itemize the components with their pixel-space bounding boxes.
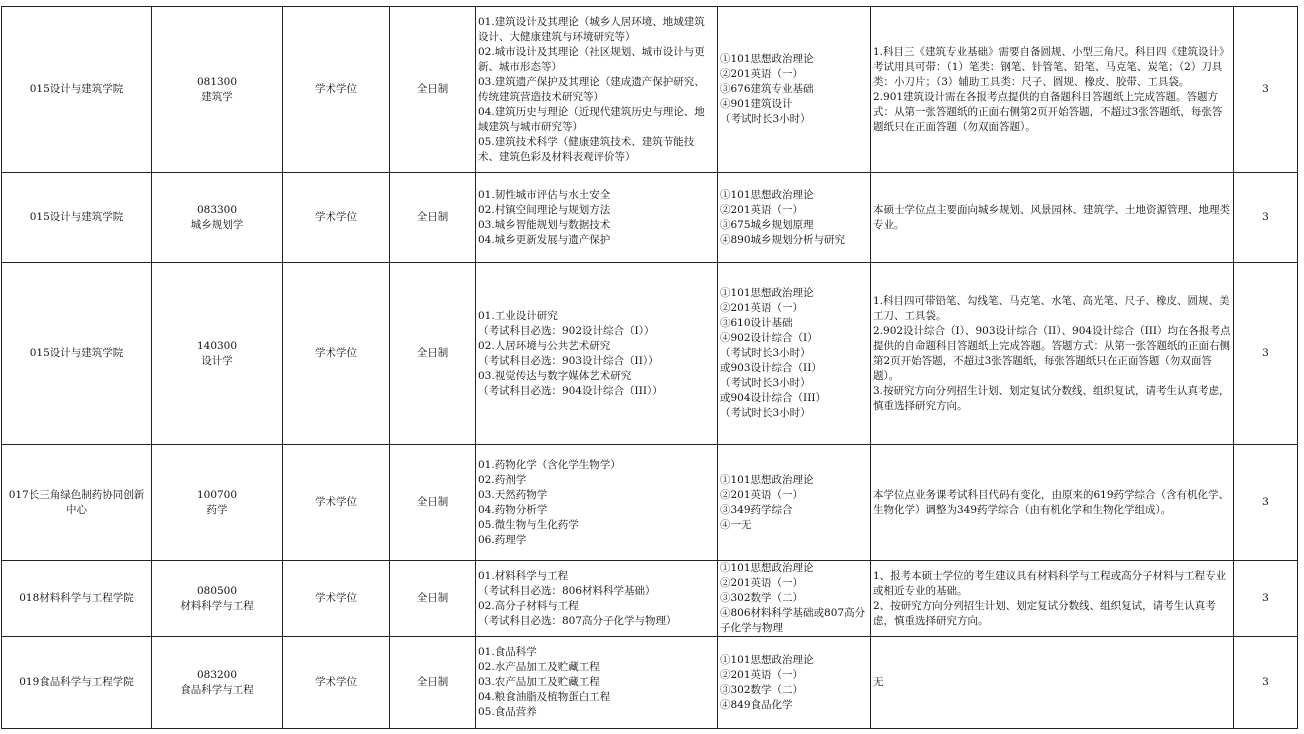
degree-type-cell: 学术学位: [283, 263, 390, 445]
exam-subjects-cell: ①101思想政治理论 ②201英语（一） ③675城乡规划原理 ④890城乡规划分析与研究: [718, 173, 871, 263]
major-code: 083300: [196, 203, 238, 216]
research-directions-cell: 01.药物化学（含化学生物学） 02.药剂学 03.天然药物学 04.药物分析学 05.微生物与生化药学 06.药理学: [476, 445, 718, 561]
table-row: [2, 7, 1298, 173]
major-code: 081300: [196, 75, 238, 88]
exam-subjects-cell: ①101思想政治理论 ②201英语（一） ③349药学综合 ④一无: [718, 445, 871, 561]
exam-subjects-cell: ①101思想政治理论 ②201英语（一） ③302数学（二） ④806材料科学基础或807高分子化学与物理: [718, 561, 871, 637]
exam-subjects-cell: ①101思想政治理论 ②201英语（一） ③610设计基础 ④902设计综合（I） （考试时长3小时） 或903设计综合（II） （考试时长3小时） 或904设计综合（III） （考试时长3小时）: [718, 263, 871, 445]
study-mode-cell: 全日制: [390, 263, 476, 445]
table-row: [2, 263, 1298, 445]
remarks-cell: 本学位点业务课考试科目代码有变化，由原来的619药学综合（含有机化学、生物化学）调整为349药学综合（由有机化学和生物化学组成）。: [871, 445, 1234, 561]
college-cell: 017长三角绿色制药协同创新中心: [2, 445, 152, 561]
major-name: 建筑学: [201, 90, 233, 103]
degree-type-cell: 学术学位: [283, 173, 390, 263]
table-row: [2, 445, 1298, 561]
major-code: 080500: [196, 584, 238, 597]
remarks-cell: 本硕士学位点主要面向城乡规划、风景园林、建筑学、土地资源管理、地理类专业。: [871, 173, 1234, 263]
duration-cell: 3: [1234, 561, 1298, 637]
college-cell: 015设计与建筑学院: [2, 7, 152, 173]
research-directions-cell: 01.食品科学 02.水产品加工及贮藏工程 03.农产品加工及贮藏工程 04.粮食油脂及植物蛋白工程 05.食品营养: [476, 637, 718, 729]
remarks-cell: 1.科目四可带铅笔、勾线笔、马克笔、水笔、高光笔、尺子、橡皮、圆规、美工刀、工具袋。 2.902设计综合（I）、903设计综合（II）、904设计综合（III）均在各报考点提供的自命题科目答题纸上完成答题。答题方式：从第一张答题纸的正面右侧第2页开始答题，不超过3张答题纸，每张答题纸只在正面答题（勿双面答题）。 3.按研究方向分列招生计划、划定复试分数线、组织复试，请考生认真考虑，慎重选择研究方向。: [871, 263, 1234, 445]
major-name: 城乡规划学: [190, 218, 244, 231]
major-code: 140300: [196, 339, 238, 352]
major-name: 材料科学与工程: [180, 599, 254, 612]
college-cell: 015设计与建筑学院: [2, 263, 152, 445]
degree-type-cell: 学术学位: [283, 445, 390, 561]
remarks-cell: 1.科目三《建筑专业基础》需要自备圆规、小型三角尺。科目四《建筑设计》考试用具可带：（1）笔类：钢笔、针管笔、铅笔、马克笔、炭笔；（2）刀具类：小刀片；（3）辅助工具类：尺子、圆规、橡皮、胶带、工具袋。 2.901建筑设计需在各报考点提供的自备题科目答题纸上完成答题。答题方式：从第一张答题纸的正面右侧第2页开始答题，不超过3张答题纸，每张答题纸只在正面答题（勿双面答题）。: [871, 7, 1234, 173]
college-cell: 018材料科学与工程学院: [2, 561, 152, 637]
study-mode-cell: 全日制: [390, 445, 476, 561]
remarks-cell: 1、报考本硕士学位的考生建议具有材料科学与工程或高分子材料与工程专业或相近专业的基础。 2、按研究方向分列招生计划、划定复试分数线、组织复试，请考生认真考虑，慎重选择研究方向。: [871, 561, 1234, 637]
research-directions-cell: 01.韧性城市评估与水土安全 02.村镇空间理论与规划方法 03.城乡智能规划与数据技术 04.城乡更新发展与遗产保护: [476, 173, 718, 263]
major-cell: [152, 173, 283, 263]
major-cell: [152, 561, 283, 637]
major-cell: [152, 637, 283, 729]
research-directions-cell: 01.材料科学与工程 （考试科目必选：806材料科学基础） 02.高分子材料与工程 （考试科目必选：807高分子化学与物理）: [476, 561, 718, 637]
table-row: [2, 637, 1298, 729]
study-mode-cell: 全日制: [390, 561, 476, 637]
exam-subjects-cell: ①101思想政治理论 ②201英语（一） ③676建筑专业基础 ④901建筑设计 （考试时长3小时）: [718, 7, 871, 173]
major-name: 食品科学与工程: [180, 683, 254, 696]
duration-cell: 3: [1234, 7, 1298, 173]
duration-cell: 3: [1234, 445, 1298, 561]
study-mode-cell: 全日制: [390, 637, 476, 729]
exam-subjects-cell: ①101思想政治理论 ②201英语（一） ③302数学（二） ④849食品化学: [718, 637, 871, 729]
major-name: 设计学: [201, 354, 233, 367]
study-mode-cell: 全日制: [390, 173, 476, 263]
major-code: 083200: [196, 668, 238, 681]
table-row: [2, 173, 1298, 263]
major-cell: [152, 263, 283, 445]
college-cell: 015设计与建筑学院: [2, 173, 152, 263]
degree-type-cell: 学术学位: [283, 561, 390, 637]
study-mode-cell: 全日制: [390, 7, 476, 173]
duration-cell: 3: [1234, 263, 1298, 445]
duration-cell: 3: [1234, 173, 1298, 263]
degree-type-cell: 学术学位: [283, 637, 390, 729]
major-cell: [152, 445, 283, 561]
remarks-cell: 无: [871, 637, 1234, 729]
admissions-table: [1, 6, 1298, 729]
major-name: 药学: [206, 503, 228, 516]
table-row: [2, 561, 1298, 637]
college-cell: 019食品科学与工程学院: [2, 637, 152, 729]
research-directions-cell: 01.建筑设计及其理论（城乡人居环境、地域建筑设计、大健康建筑与环境研究等） 02.城市设计及其理论（社区规划、城市设计与更新、城市形态等） 03.建筑遗产保护及其理论（建成遗产保护研究、传统建筑营造技术研究等） 04.建筑历史与理论（近现代建筑历史与理论、地域建筑与城市研究等） 05.建筑技术科学（健康建筑技术、建筑节能技术、建筑色彩及材料表观评价等）: [476, 7, 718, 173]
duration-cell: 3: [1234, 637, 1298, 729]
major-cell: [152, 7, 283, 173]
major-code: 100700: [196, 488, 238, 501]
research-directions-cell: 01.工业设计研究 （考试科目必选：902设计综合（I）） 02.人居环境与公共艺术研究 （考试科目必选：903设计综合（II）） 03.视觉传达与数字媒体艺术研究 （考试科目必选：904设计综合（III））: [476, 263, 718, 445]
degree-type-cell: 学术学位: [283, 7, 390, 173]
